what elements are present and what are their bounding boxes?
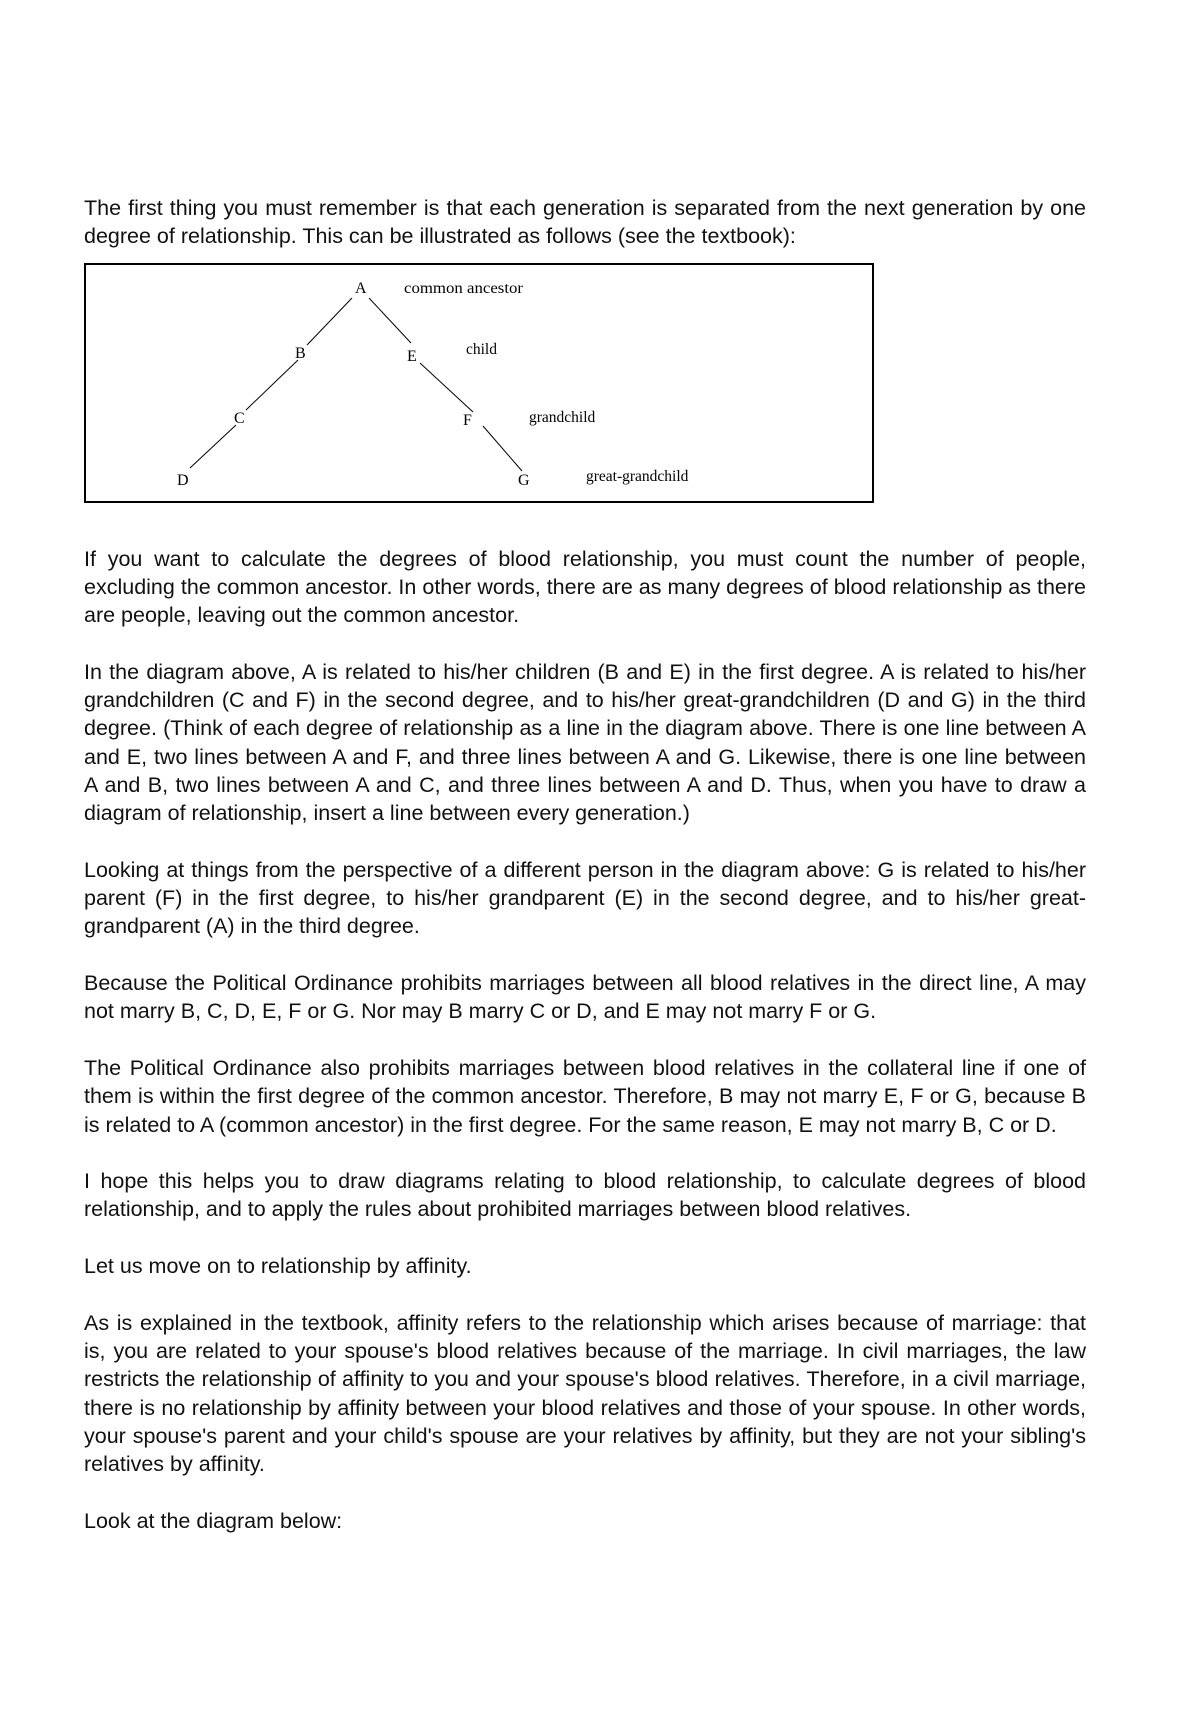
paragraph-diagram-explanation: In the diagram above, A is related to his/her children (B and E) in the first degree. A is related to his/her grandchildren (C and F) in the second degree, and to his/her great-grandchildren (D and G) in the third degree. (Think of each degree of relationship as a line in the diagram above. There is one line between A and E, two lines between A and F, and three lines between A and G. Likewise, there is one line between A and B, two lines between A and C, and three lines between A and D. Thus, when you have to draw a diagram of relationship, insert a line between every generation.) (84, 659, 1086, 826)
line-c-d (190, 425, 236, 468)
node-c: C (234, 409, 245, 427)
diagram-canvas (86, 265, 872, 501)
paragraph-summary: I hope this helps you to draw diagrams relating to blood relationship, to calculate degrees of blood relationship, and to apply the rules about prohibited marriages between blood relatives. (84, 1169, 1086, 1222)
document-page (84, 194, 1086, 1563)
label-grandchild: grandchild (529, 408, 596, 426)
paragraph-degrees-count: If you want to calculate the degrees of blood relationship, you must count the number of people, excluding the common ancestor. In other words, there are as many degrees of blood relationship as there are people, leaving out the common ancestor. (84, 546, 1086, 628)
node-a: A (355, 279, 367, 297)
label-child: child (466, 340, 497, 358)
node-b: B (295, 344, 306, 362)
line-b-c (246, 360, 298, 410)
line-a-b (307, 298, 352, 345)
paragraph-perspective: Looking at things from the perspective of a different person in the diagram above: G is related to his/her parent (F) in the first degree, to his/her grandparent (E) in the second degree, and to his/her great-grandparent (A) in the third degree. (84, 857, 1086, 939)
paragraph-collateral-line: The Political Ordinance also prohibits marriages between blood relatives in the collateral line if one of them is within the first degree of the common ancestor. Therefore, B may not marry E, F or G, because B is related to A (common ancestor) in the first degree. For the same reason, E may not marry B, C or D. (84, 1055, 1086, 1137)
node-e: E (407, 347, 417, 365)
line-e-f (420, 363, 473, 412)
line-a-e (369, 298, 411, 343)
paragraph-look-below: Look at the diagram below: (84, 1508, 343, 1533)
label-common-ancestor: common ancestor (404, 279, 524, 297)
blood-relationship-diagram (84, 263, 874, 503)
paragraph-intro: The first thing you must remember is that each generation is separated from the next generation by one degree of relationship. This can be illustrated as follows (see the textbook): (84, 196, 1086, 249)
paragraph-direct-line: Because the Political Ordinance prohibits marriages between all blood relatives in the direct line, A may not marry B, C, D, E, F or G. Nor may B marry C or D, and E may not marry F or G. (84, 971, 1086, 1024)
node-d: D (177, 471, 189, 489)
node-f: F (463, 411, 472, 429)
node-g: G (518, 471, 530, 489)
line-f-g (483, 426, 522, 471)
paragraph-affinity-explanation: As is explained in the textbook, affinity refers to the relationship which arises because of marriage: that is, you are related to your spouse's blood relatives because of the marriage. In civil marriages, the law restricts the relationship of affinity to you and your spouse's blood relatives. Therefore, in a civil marriage, there is no relationship by affinity between your blood relatives and those of your spouse. In other words, your spouse's parent and your child's spouse are your relatives by affinity, but they are not your sibling's relatives by affinity. (84, 1310, 1086, 1477)
label-great-grandchild: great-grandchild (586, 467, 689, 485)
paragraph-affinity-intro: Let us move on to relationship by affinity. (84, 1254, 472, 1279)
